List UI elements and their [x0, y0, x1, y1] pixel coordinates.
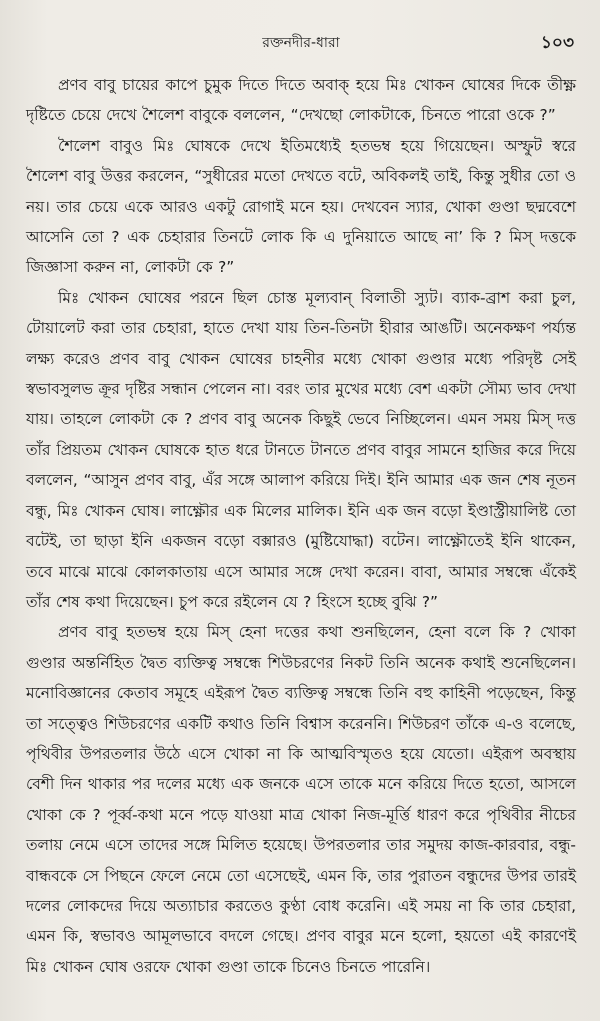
paragraph-2: শৈলেশ বাবুও মিঃ ঘোষকে দেখে ইতিমধ্যেই হতভম্ব হয়ে গিয়েছেন। অস্ফুট স্বরে শৈলেশ বাবু উত্তর করলেন, “সুধীরের মতো দেখতে বটে, অবিকলই তাই, কিন্তু সুধীর তো ও নয়। তার চেয়ে একে আরও একটু রোগাই মনে হয়। দেখবেন স্যার, খোকা গুণ্ডা ছদ্মবেশে আসেনি তো ? এক চেহারার তিনটে লোক কি এ দুনিয়াতে আছে না’ কি ? মিস্ দত্তকে জিজ্ঞাসা করুন না, লোকটা কে ?” [26, 136, 576, 277]
paragraph-4: প্রণব বাবু হতভম্ব হয়ে মিস্ হেনা দত্তের কথা শুনছিলেন, হেনা বলে কি ? খোকা গুণ্ডার অন্তর্নিহিত দ্বৈত ব্যক্তিত্ব সম্বন্ধে শিউচরণের নিকট তিনি অনেক কথাই শুনেছিলেন। মনোবিজ্ঞানের কেতাব সমূহে এইরূপ দ্বৈত ব্যক্তিত্ব সম্বন্ধে তিনি বহু কাহিনী পড়েছেন, কিন্তু তা সত্ত্বেও শিউচরণের একটি কথাও তিনি বিশ্বাস করেননি। শিউচরণ তাঁকে এ-ও বলেছে, পৃথিবীর উপরতলার উঠে এসে খোকা না কি আত্মবিস্মৃতও হয়ে যেতো। এইরূপ অবস্থায় বেশী দিন থাকার পর দলের মধ্যে এক জনকে এসে তাকে মনে করিয়ে দিতে হতো, আসলে খোকা কে ? পূর্ব্ব-কথা মনে পড়ে যাওয়া মাত্র খোকা নিজ-মূর্ত্তি ধারণ করে পৃথিবীর নীচের তলায় নেমে এসে তাদের সঙ্গে মিলিত হয়েছে। উপরতলার তার সমুদয় কাজ-কারবার, বন্ধু-বান্ধবকে সে পিছনে ফেলে নেমে তো এসেছেই, এমন কি, তার পুরাতন বন্ধুদের উপর তারই দলের লোকদের দিয়ে অত্যাচার করতেও কুণ্ঠা বোধ করেনি। এই সময় না কি তার চেহারা, এমন কি, স্বভাবও আমূলভাবে বদলে গেছে। প্রণব বাবুর মনে হলো, হয়তো এই কারণেই মিঃ খোকন ঘোষ ওরফে খোকা গুণ্ডা তাকে চিনেও চিনতে পারেনি। [26, 623, 576, 976]
running-header [26, 30, 576, 56]
body-text [26, 70, 576, 982]
page-number: ১০৩ [540, 33, 574, 53]
paragraph-1: প্রণব বাবু চায়ের কাপে চুমুক দিতে দিতে অবাক্ হয়ে মিঃ খোকন ঘোষের দিকে তীক্ষ্ণ দৃষ্টিতে চেয়ে দেখে শৈলেশ বাবুকে বললেন, “দেখছো লোকটাকে, চিনতে পারো ওকে ?” [26, 76, 576, 125]
paragraph-3: মিঃ খোকন ঘোষের পরনে ছিল চোস্ত মূল্যবান্ বিলাতী স্যুট। ব্যাক-ব্রাশ করা চুল, টোয়ালেট করা তার চেহারা, হাতে দেখা যায় তিন-তিনটা হীরার আঙটি। অনেকক্ষণ পর্য্যন্ত লক্ষ্য করেও প্রণব বাবু খোকন ঘোষের চাহনীর মধ্যে খোকা গুণ্ডার মধ্যে পরিদৃষ্ট সেই স্বভাবসুলভ ক্রূর দৃষ্টির সন্ধান পেলেন না। বরং তার মুখের মধ্যে বেশ একটা সৌম্য ভাব দেখা যায়। তাহলে লোকটা কে ? প্রণব বাবু অনেক কিছুই ভেবে নিচ্ছিলেন। এমন সময় মিস্ দত্ত তাঁর প্রিয়তম খোকন ঘোষকে হাত ধরে টানতে টানতে প্রণব বাবুর সামনে হাজির করে দিয়ে বললেন, “আসুন প্রণব বাবু, এঁর সঙ্গে আলাপ করিয়ে দিই। ইনি আমার এক জন শেষ নূতন বন্ধু, মিঃ খোকন ঘোষ। লাক্ষ্ণৌর এক মিলের মালিক। ইনি এক জন বড়ো ইণ্ডাস্ট্রীয়ালিষ্ট তো বটেই, তা ছাড়া ইনি একজন বড়ো বক্সারও (মুষ্টিযোদ্ধা) বটেন। লাক্ষ্ণৌতেই ইনি থাকেন, তবে মাঝে মাঝে কোলকাতায় এসে আমার সঙ্গে দেখা করেন। বাবা, আমার সম্বন্ধে এঁকেই তাঁর শেষ কথা দিয়েছেন। চুপ করে রইলেন যে ? হিংসে হচ্ছে বুঝি ?” [26, 288, 577, 611]
running-title: রক্তনদীর-ধারা [262, 35, 340, 51]
